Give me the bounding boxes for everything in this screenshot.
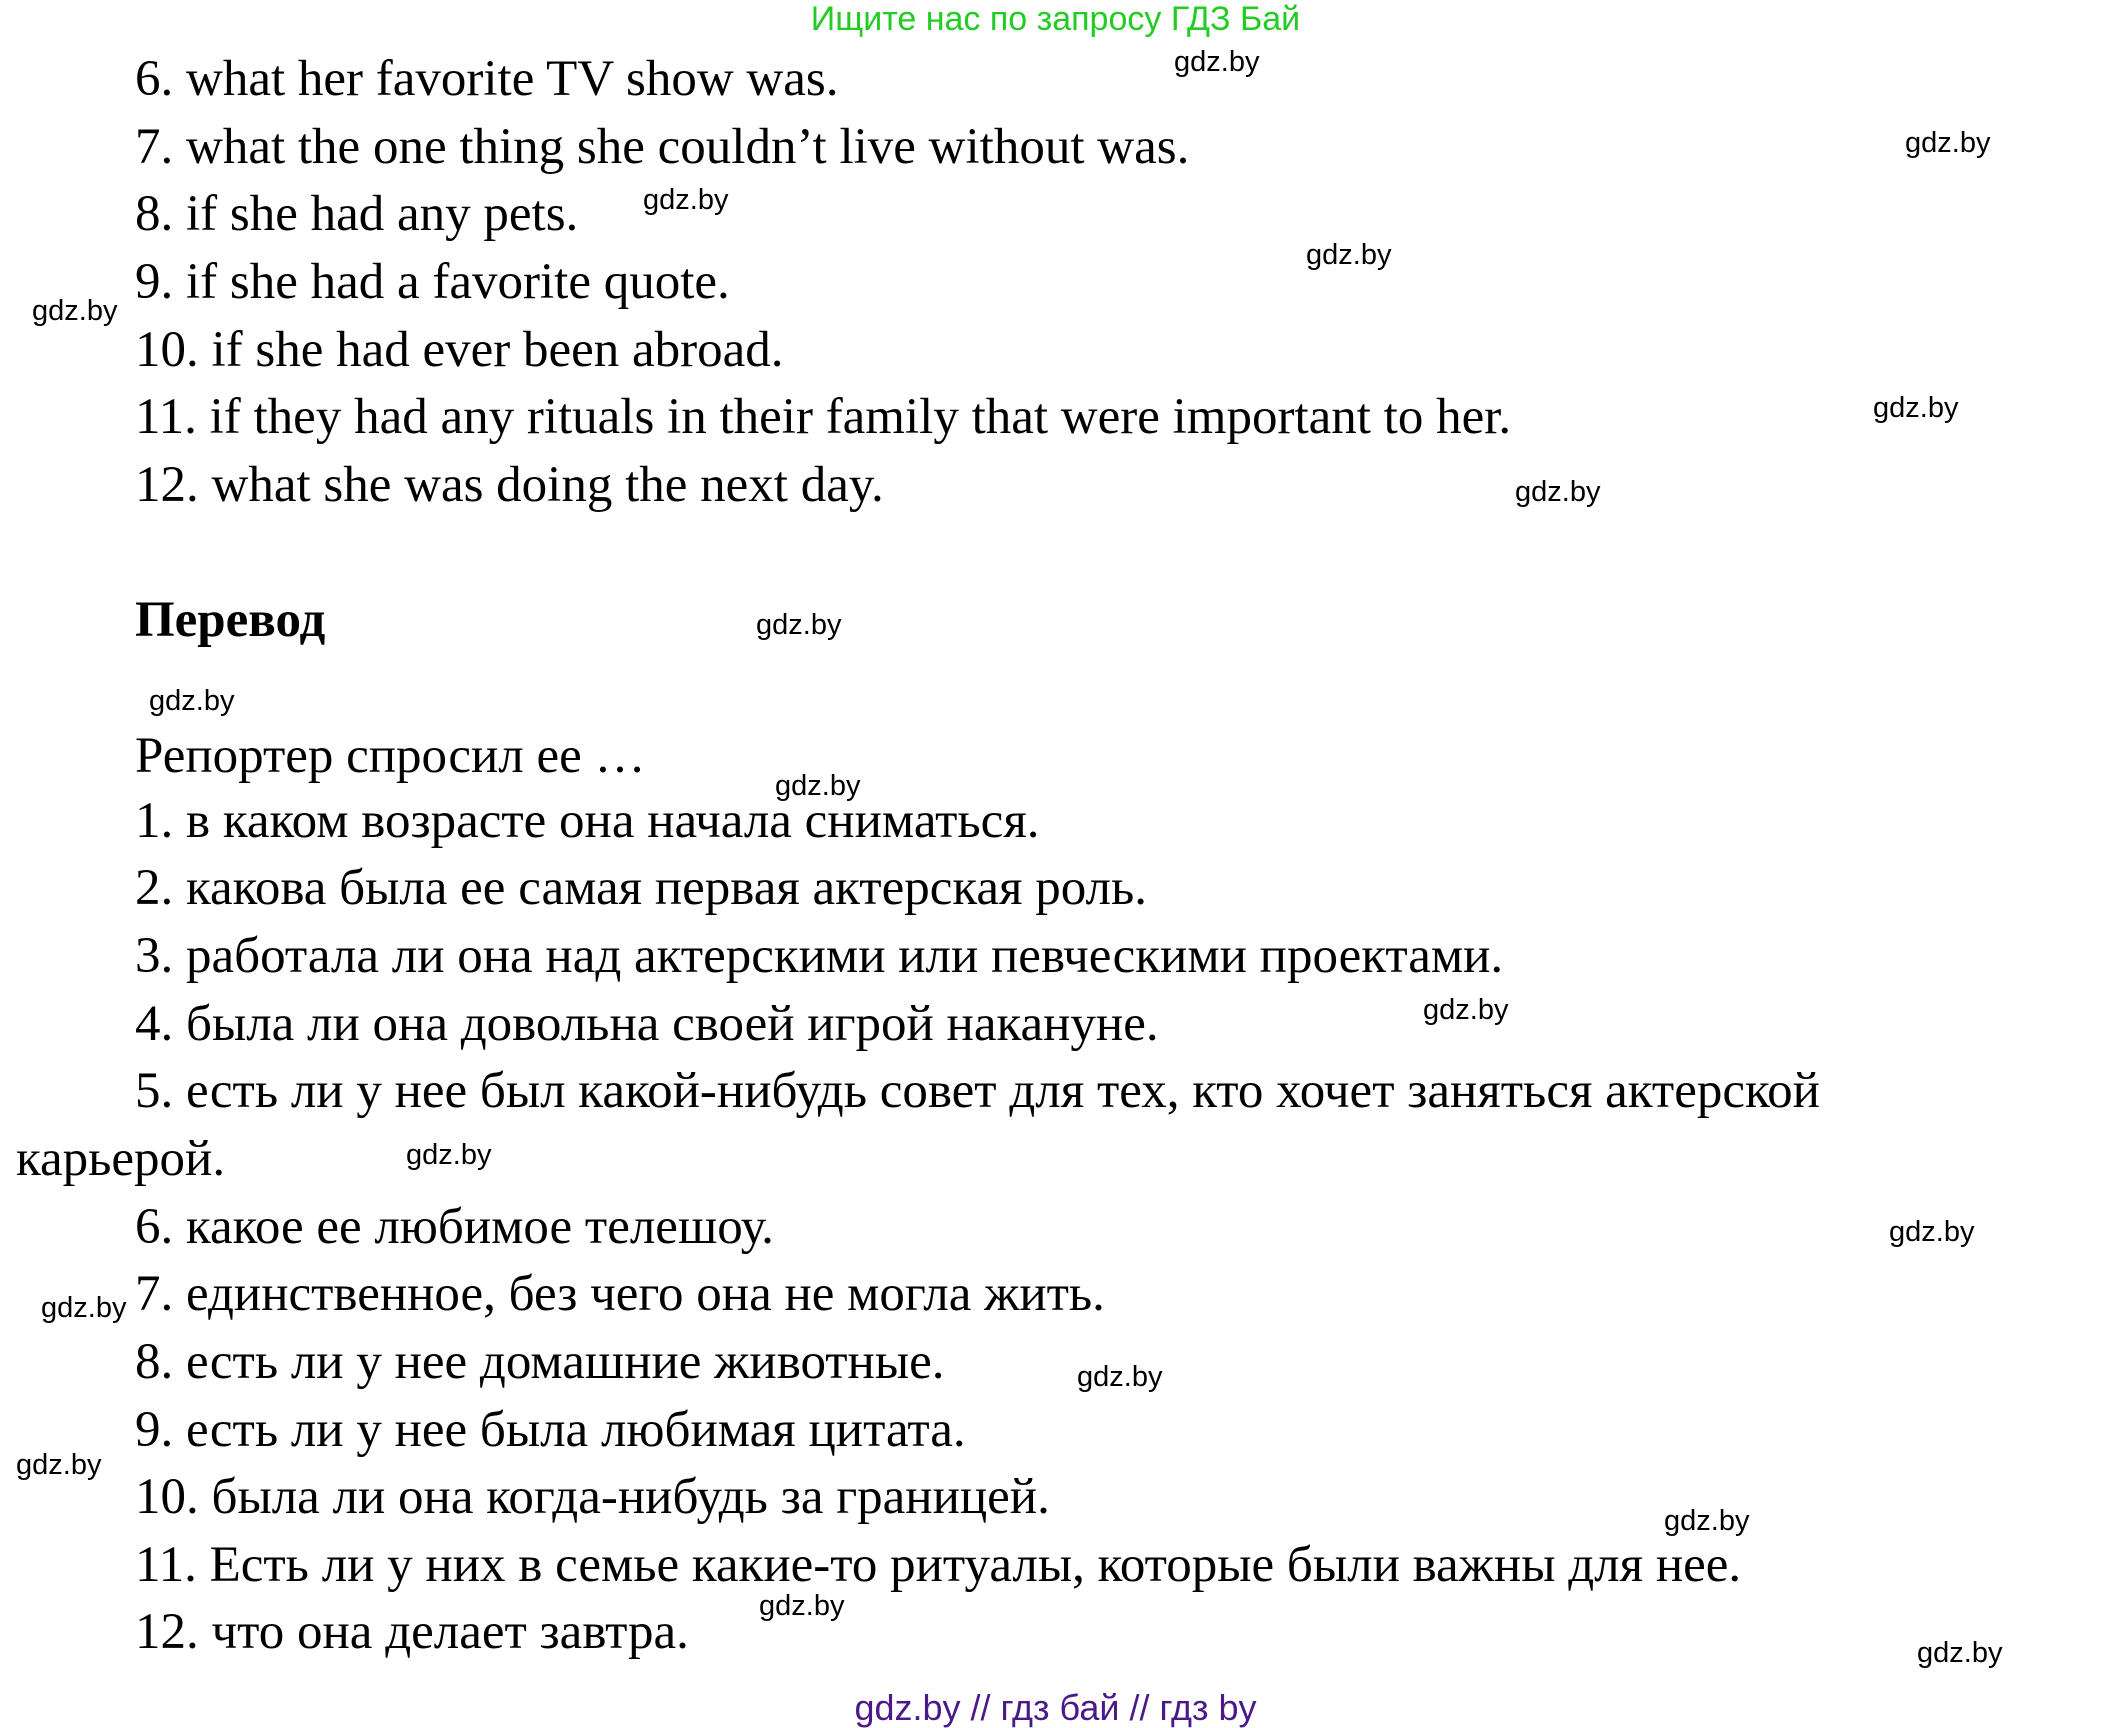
watermark: gdz.by [1515, 476, 1601, 508]
english-line: 7. what the one thing she couldn’t live without was. [135, 119, 1190, 175]
translation-line: 7. единственное, без чего она не могла жить. [135, 1266, 1105, 1322]
watermark: gdz.by [1664, 1505, 1750, 1537]
watermark: gdz.by [643, 184, 729, 216]
english-line: 9. if she had a favorite quote. [135, 254, 730, 310]
watermark: gdz.by [149, 685, 235, 717]
watermark: gdz.by [1889, 1216, 1975, 1248]
translation-line: 10. была ли она когда-нибудь за границей. [135, 1469, 1050, 1525]
translation-line: 5. есть ли у нее был какой-нибудь совет для тех, кто хочет заняться актерской [135, 1063, 1820, 1119]
translation-line: 8. есть ли у нее домашние животные. [135, 1334, 945, 1390]
footer-links: gdz.by // гдз бай // гдз by [854, 1687, 1257, 1728]
english-line: 10. if she had ever been abroad. [135, 322, 784, 378]
translation-line: 2. какова была ее самая первая актерская роль. [135, 860, 1147, 916]
watermark: gdz.by [775, 770, 861, 802]
watermark: gdz.by [759, 1590, 845, 1622]
translation-line: 3. работала ли она над актерскими или певческими проектами. [135, 928, 1504, 984]
english-line: 11. if they had any rituals in their family that were important to her. [135, 389, 1512, 445]
translation-line: 1. в каком возрасте она начала сниматься. [135, 793, 1040, 849]
watermark: gdz.by [756, 609, 842, 641]
watermark: gdz.by [1423, 994, 1509, 1026]
watermark: gdz.by [1905, 127, 1991, 159]
translation-line: 6. какое ее любимое телешоу. [135, 1199, 774, 1255]
watermark: gdz.by [1917, 1637, 2003, 1669]
translation-line: 12. что она делает завтра. [135, 1604, 689, 1660]
english-line: 6. what her favorite TV show was. [135, 51, 839, 107]
translation-heading: Перевод [135, 592, 326, 648]
watermark: gdz.by [16, 1449, 102, 1481]
watermark: gdz.by [406, 1139, 492, 1171]
watermark: gdz.by [1077, 1361, 1163, 1393]
english-line: 12. what she was doing the next day. [135, 457, 884, 513]
watermark: gdz.by [41, 1292, 127, 1324]
translation-line: 9. есть ли у нее была любимая цитата. [135, 1402, 966, 1458]
watermark: gdz.by [1873, 392, 1959, 424]
english-line: 8. if she had any pets. [135, 186, 579, 242]
translation-line: Репортер спросил ее … [135, 728, 646, 784]
header-banner: Ищите нас по запросу ГДЗ Бай [810, 0, 1301, 38]
translation-line: карьерой. [16, 1131, 226, 1187]
watermark: gdz.by [1306, 239, 1392, 271]
translation-line: 4. была ли она довольна своей игрой накануне. [135, 996, 1159, 1052]
watermark: gdz.by [1174, 46, 1260, 78]
watermark: gdz.by [32, 295, 118, 327]
translation-line: 11. Есть ли у них в семье какие-то ритуалы, которые были важны для нее. [135, 1537, 1742, 1593]
